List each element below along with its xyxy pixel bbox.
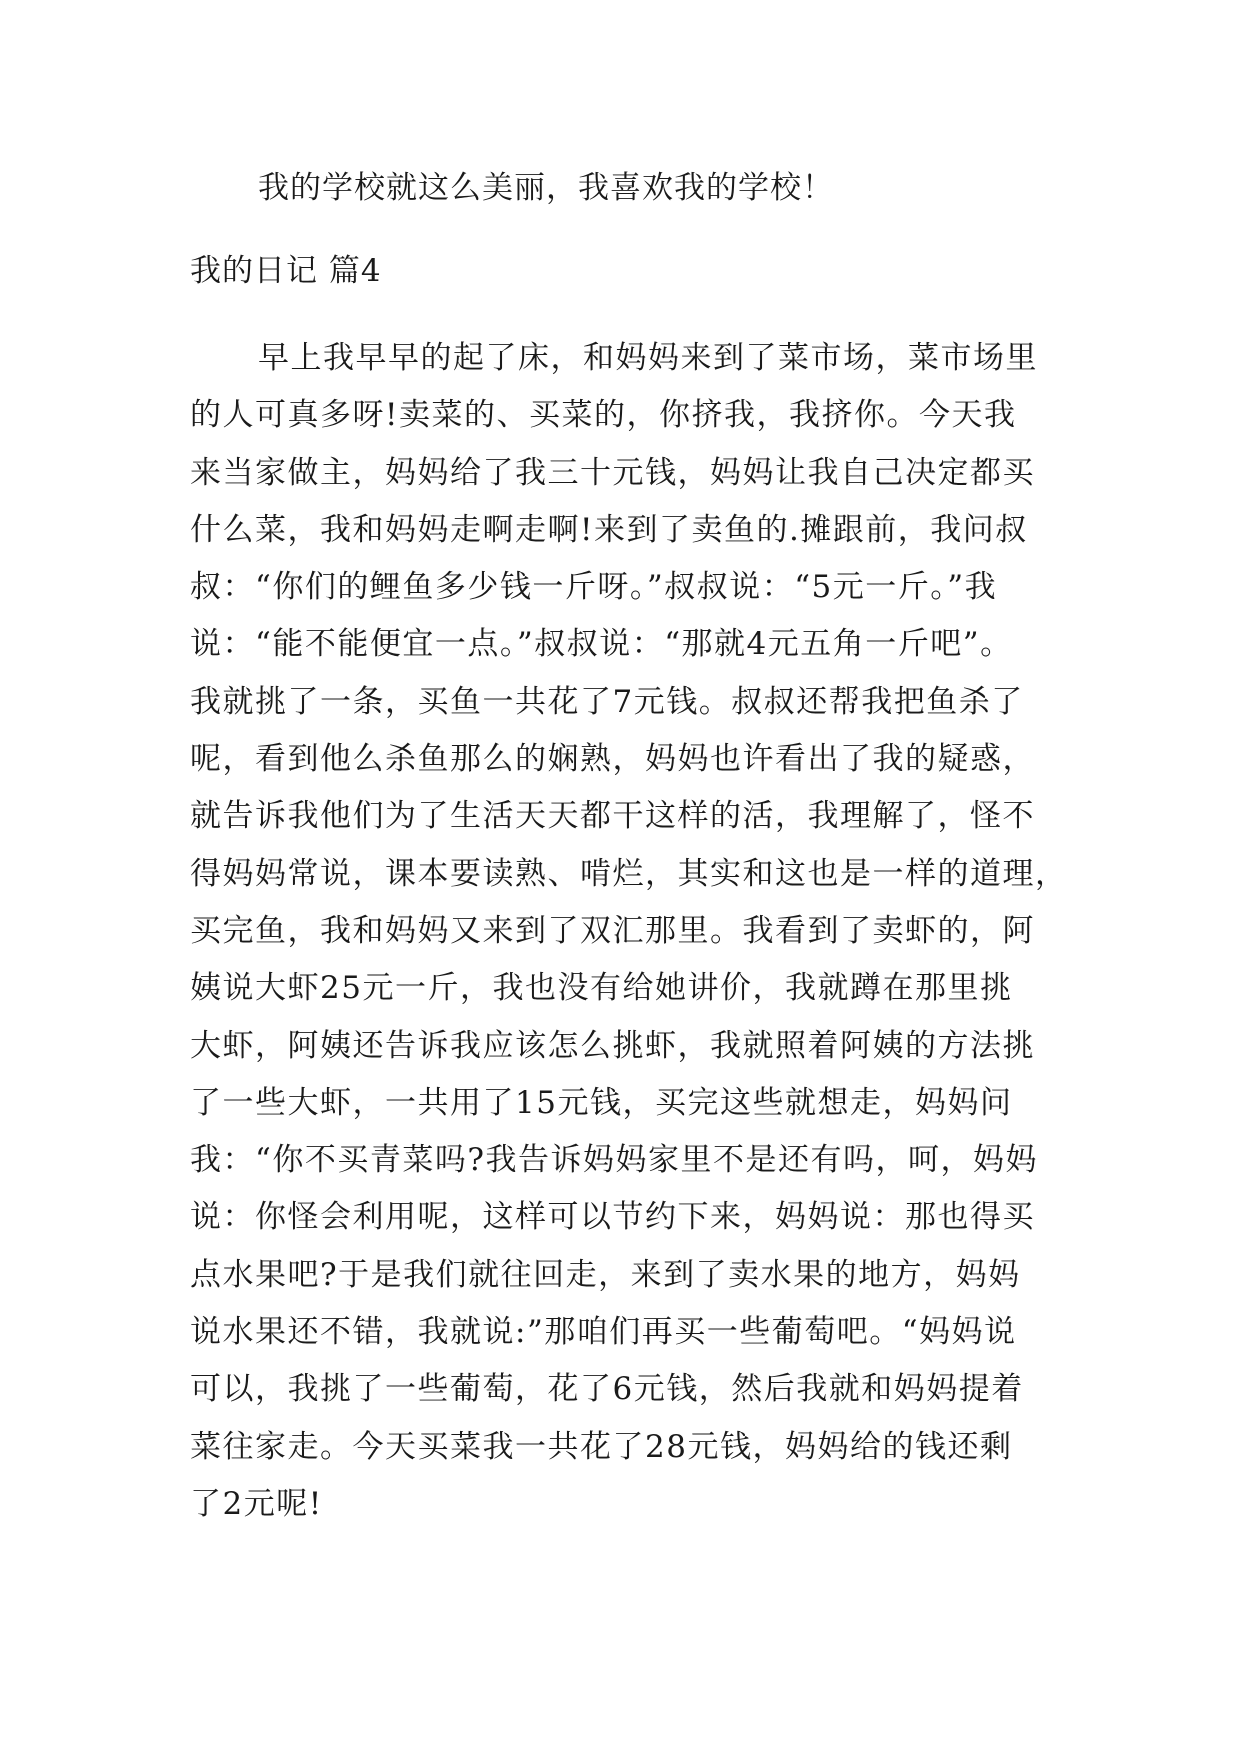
body-line: 我就挑了一条，买鱼一共花了7元钱。叔叔还帮我把鱼杀了 bbox=[190, 683, 1024, 720]
body-line: 来当家做主，妈妈给了我三十元钱，妈妈让我自己决定都买 bbox=[190, 454, 1035, 491]
body-line: 呢，看到他么杀鱼那么的娴熟，妈妈也许看出了我的疑惑， bbox=[190, 741, 1035, 778]
body-line: 姨说大虾25元一斤，我也没有给她讲价，我就蹲在那里挑 bbox=[190, 970, 1013, 1007]
body-line: 早上我早早的起了床，和妈妈来到了菜市场，菜市场里 bbox=[258, 340, 1038, 376]
body-line: 了一些大虾，一共用了15元钱，买完这些就想走，妈妈问 bbox=[190, 1084, 1013, 1121]
section-title: 我的日记 篇4 bbox=[190, 253, 382, 289]
body-line: 说：你怪会利用呢，这样可以节约下来，妈妈说：那也得买 bbox=[190, 1199, 1035, 1236]
body-line: 说水果还不错，我就说:”那咱们再买一些葡萄吧。“妈妈说 bbox=[190, 1314, 1017, 1351]
diary-body bbox=[190, 330, 1090, 1533]
body-line: 可以，我挑了一些葡萄，花了6元钱，然后我就和妈妈提着 bbox=[190, 1371, 1024, 1408]
closing-sentence: 我的学校就这么美丽，我喜欢我的学校！ bbox=[258, 170, 834, 206]
body-line: 菜往家走。今天买菜我一共花了28元钱，妈妈给的钱还剩 bbox=[190, 1428, 1013, 1465]
body-line: 我：“你不买青菜吗?我告诉妈妈家里不是还有吗，呵，妈妈 bbox=[190, 1142, 1038, 1179]
body-line: 就告诉我他们为了生活天天都干这样的活，我理解了，怪不 bbox=[190, 798, 1035, 835]
body-line: 的人可真多呀!卖菜的、买菜的，你挤我，我挤你。今天我 bbox=[190, 397, 1017, 434]
body-line: 什么菜，我和妈妈走啊走啊!来到了卖鱼的.摊跟前，我问叔 bbox=[190, 511, 1028, 548]
body-line: 叔：“你们的鲤鱼多少钱一斤呀。”叔叔说：“5元一斤。”我 bbox=[190, 569, 998, 606]
body-line: 买完鱼，我和妈妈又来到了双汇那里。我看到了卖虾的，阿 bbox=[190, 912, 1035, 949]
body-line: 得妈妈常说，课本要读熟、啃烂，其实和这也是一样的道理， bbox=[190, 855, 1068, 892]
body-line: 点水果吧?于是我们就往回走，来到了卖水果的地方，妈妈 bbox=[190, 1256, 1021, 1293]
body-line: 大虾，阿姨还告诉我应该怎么挑虾，我就照着阿姨的方法挑 bbox=[190, 1027, 1035, 1064]
body-line: 说：“能不能便宜一点。”叔叔说：“那就4元五角一斤吧”。 bbox=[190, 626, 1013, 663]
body-line: 了2元呢! bbox=[190, 1485, 323, 1522]
